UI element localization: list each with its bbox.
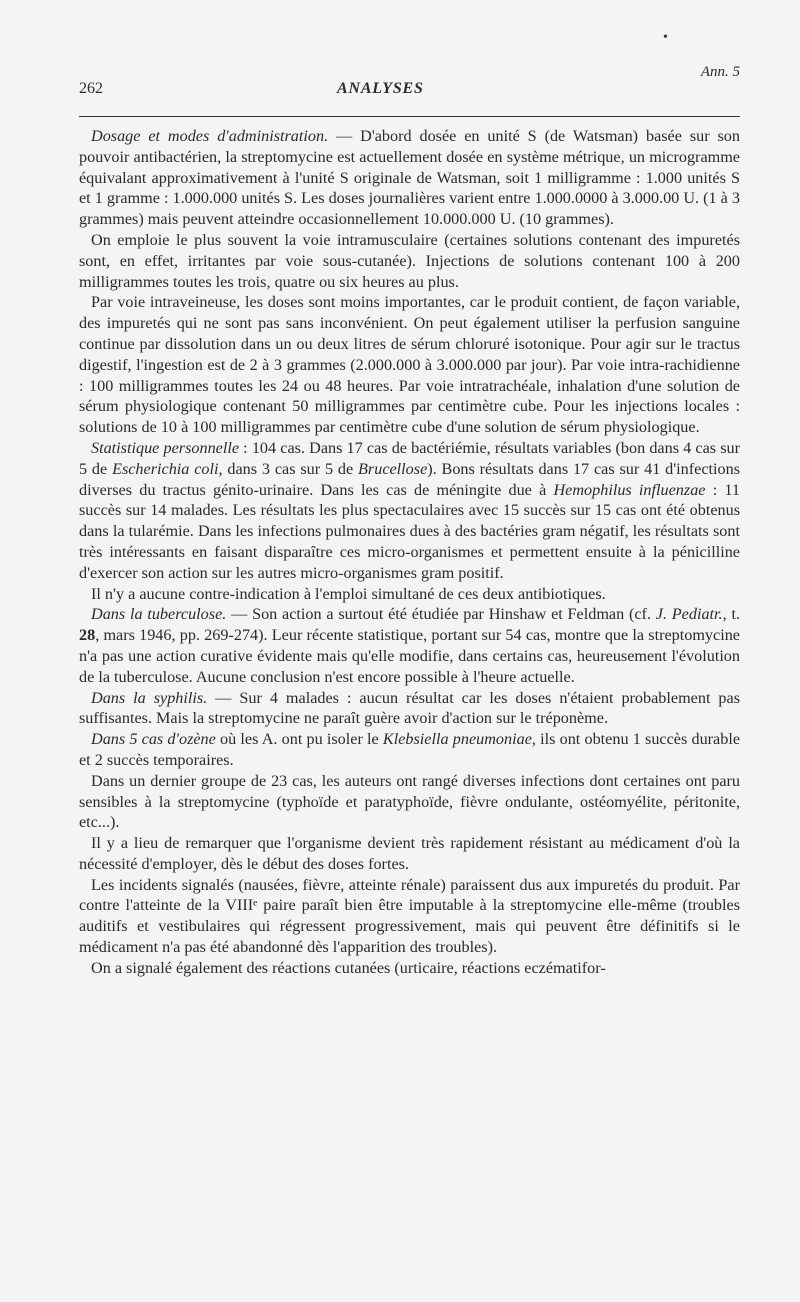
text-run: — D'abord dosée en unité S (de Watsman) basée sur son pouvoir antibactérien, la streptomycine est actuellement dosée en système métrique, un microgramme équivalant approximativement à l'unité S originale de Watsman, soit 1 milligramme : 1.000 unités S et 1 gramme : 1.000.000 unités S. Les doses journalières varient entre 1.000.0000 à 3.000.00 U. (1 à 3 grammes) mais peuvent atteindre occasionnellement 10.000.000 U. (10 grammes). bbox=[79, 127, 740, 229]
text-run: — Sur 4 malades : aucun résultat car les doses n'étaient probablement pas suffisantes. Mais la streptomycine ne paraît guère avoir d'action sur le tréponème. bbox=[79, 688, 741, 728]
volume-annotation: Ann. 5 bbox=[700, 64, 740, 80]
paragraph bbox=[79, 604, 740, 687]
italic-run: Dans la tuberculose. bbox=[91, 605, 227, 624]
italic-run: Dans 5 cas d'ozène bbox=[91, 730, 216, 749]
text-run: ). Bons résultats dans 17 cas sur 41 d'infections diverses du tractus génito-urinaire. Dans les cas de méningite due à bbox=[79, 459, 741, 499]
italic-run: Hemophilus influenzae bbox=[553, 480, 706, 499]
text-run: , t. bbox=[722, 605, 740, 624]
italic-run: Brucellose bbox=[358, 459, 428, 478]
paragraph bbox=[79, 688, 740, 730]
paragraph bbox=[79, 292, 740, 438]
text-run: — Son action a surtout été étudiée par Hinshaw et Feldman (cf. bbox=[226, 605, 656, 624]
article-body bbox=[79, 126, 740, 979]
bold-run: 28 bbox=[79, 626, 96, 645]
text-run: Il y a lieu de remarquer que l'organisme devient très rapidement résistant au médicament d'où la nécessité d'employer, dès le début des doses fortes. bbox=[79, 834, 740, 873]
paragraph bbox=[79, 438, 740, 584]
paragraph bbox=[79, 875, 740, 958]
text-run: , dans 3 cas sur 5 de bbox=[218, 459, 359, 478]
text-run: Les incidents signalés (nausées, fièvre, atteinte rénale) paraissent dus aux impuretés du produit. Par contre l'atteinte de la VIIIᵉ paire paraît bien être imputable à la streptomycine elle-même (troubles auditifs et vestibulaires qui régressent progressivement, mais qui peuvent être définitifs si le médicament n'a pas été abandonné dès l'apparition des troubles). bbox=[79, 875, 740, 957]
text-run: , mars 1946, pp. 269-274). Leur récente statistique, portant sur 54 cas, montre que la streptomycine n'a pas une action curative évidente mais qu'elle modifie, dans certains cas, heureusement l'évolution de la tuberculose. Aucune conclusion n'est encore possible à l'heure actuelle. bbox=[79, 626, 740, 686]
running-title: ANALYSES bbox=[337, 80, 424, 97]
italic-run: J. Pediatr. bbox=[655, 605, 723, 624]
italic-run: Klebsiella pneumoniae bbox=[382, 730, 532, 749]
ink-mark: • bbox=[663, 30, 668, 45]
text-run: : 104 cas. Dans 17 cas de bactériémie, résultats variables (bon dans 4 cas sur 5 de bbox=[79, 438, 741, 478]
header-rule bbox=[79, 116, 740, 117]
paragraph bbox=[79, 584, 740, 605]
italic-run: Statistique personnelle bbox=[91, 438, 240, 457]
italic-run: Dosage et modes d'administration. bbox=[91, 127, 329, 145]
text-run: où les A. ont pu isoler le bbox=[215, 730, 383, 749]
paragraph bbox=[79, 126, 740, 230]
italic-run: Escherichia coli bbox=[112, 459, 219, 478]
text-run: , ils ont obtenu 1 succès durable et 2 succès temporaires. bbox=[79, 730, 741, 769]
text-run: : 11 succès sur 14 malades. Les résultats les plus spectaculaires avec 15 succès sur 15 cas ont été obtenus dans la tularémie. Dans les infections pulmonaires dues à des bactéries gram négatif, les résultats sont très intéressants en faisant disparaître ces micro-organismes et permettent ensuite à la pénicilline d'exercer son action sur les autres micro-organismes gram positif. bbox=[79, 480, 740, 582]
paragraph bbox=[79, 958, 740, 979]
text-run: Dans un dernier groupe de 23 cas, les auteurs ont rangé diverses infections dont certaines ont paru sensibles à la streptomycine (typhoïde et paratyphoïde, fièvre ondulante, ostéomyélite, péritonite, etc...). bbox=[79, 771, 740, 832]
paragraph bbox=[79, 771, 740, 833]
page-header bbox=[79, 60, 740, 110]
paragraph bbox=[79, 833, 740, 875]
text-run: Par voie intraveineuse, les doses sont moins importantes, car le produit contient, de façon variable, des impuretés qui ne sont pas sans inconvénient. On peut également utiliser la perfusion sanguine continue par dissolution dans un ou deux litres de sérum chloruré isotonique. Pour agir sur le tractus digestif, l'ingestion est de 2 à 3 grammes (2.000.000 à 3.000.000 par jour). Par voie intra-rachidienne : 100 milligrammes toutes les 24 ou 48 heures. Par voie intratrachéale, inhalation d'une solution de sérum physiologique contenant 50 milligrammes par centimètre cube. Pour les injections locales : solutions de 10 à 100 milligrammes par centimètre cube d'une solution de sérum physiologique. bbox=[79, 293, 740, 437]
paragraph bbox=[79, 230, 740, 292]
text-run: Il n'y a aucune contre-indication à l'emploi simultané de ces deux antibiotiques. bbox=[91, 584, 606, 603]
paragraph bbox=[79, 729, 740, 771]
text-run: On emploie le plus souvent la voie intramusculaire (certaines solutions contenant des impuretés sont, en effet, irritantes par voie sous-cutanée). Injections de solutions contenant 100 à 200 milligrammes toutes les trois, quatre ou six heures au plus. bbox=[79, 230, 740, 291]
italic-run: Dans la syphilis. bbox=[91, 688, 208, 707]
text-run: On a signalé également des réactions cutanées (urticaire, réactions eczématifor- bbox=[91, 958, 606, 977]
page-number: 262 bbox=[79, 80, 103, 97]
